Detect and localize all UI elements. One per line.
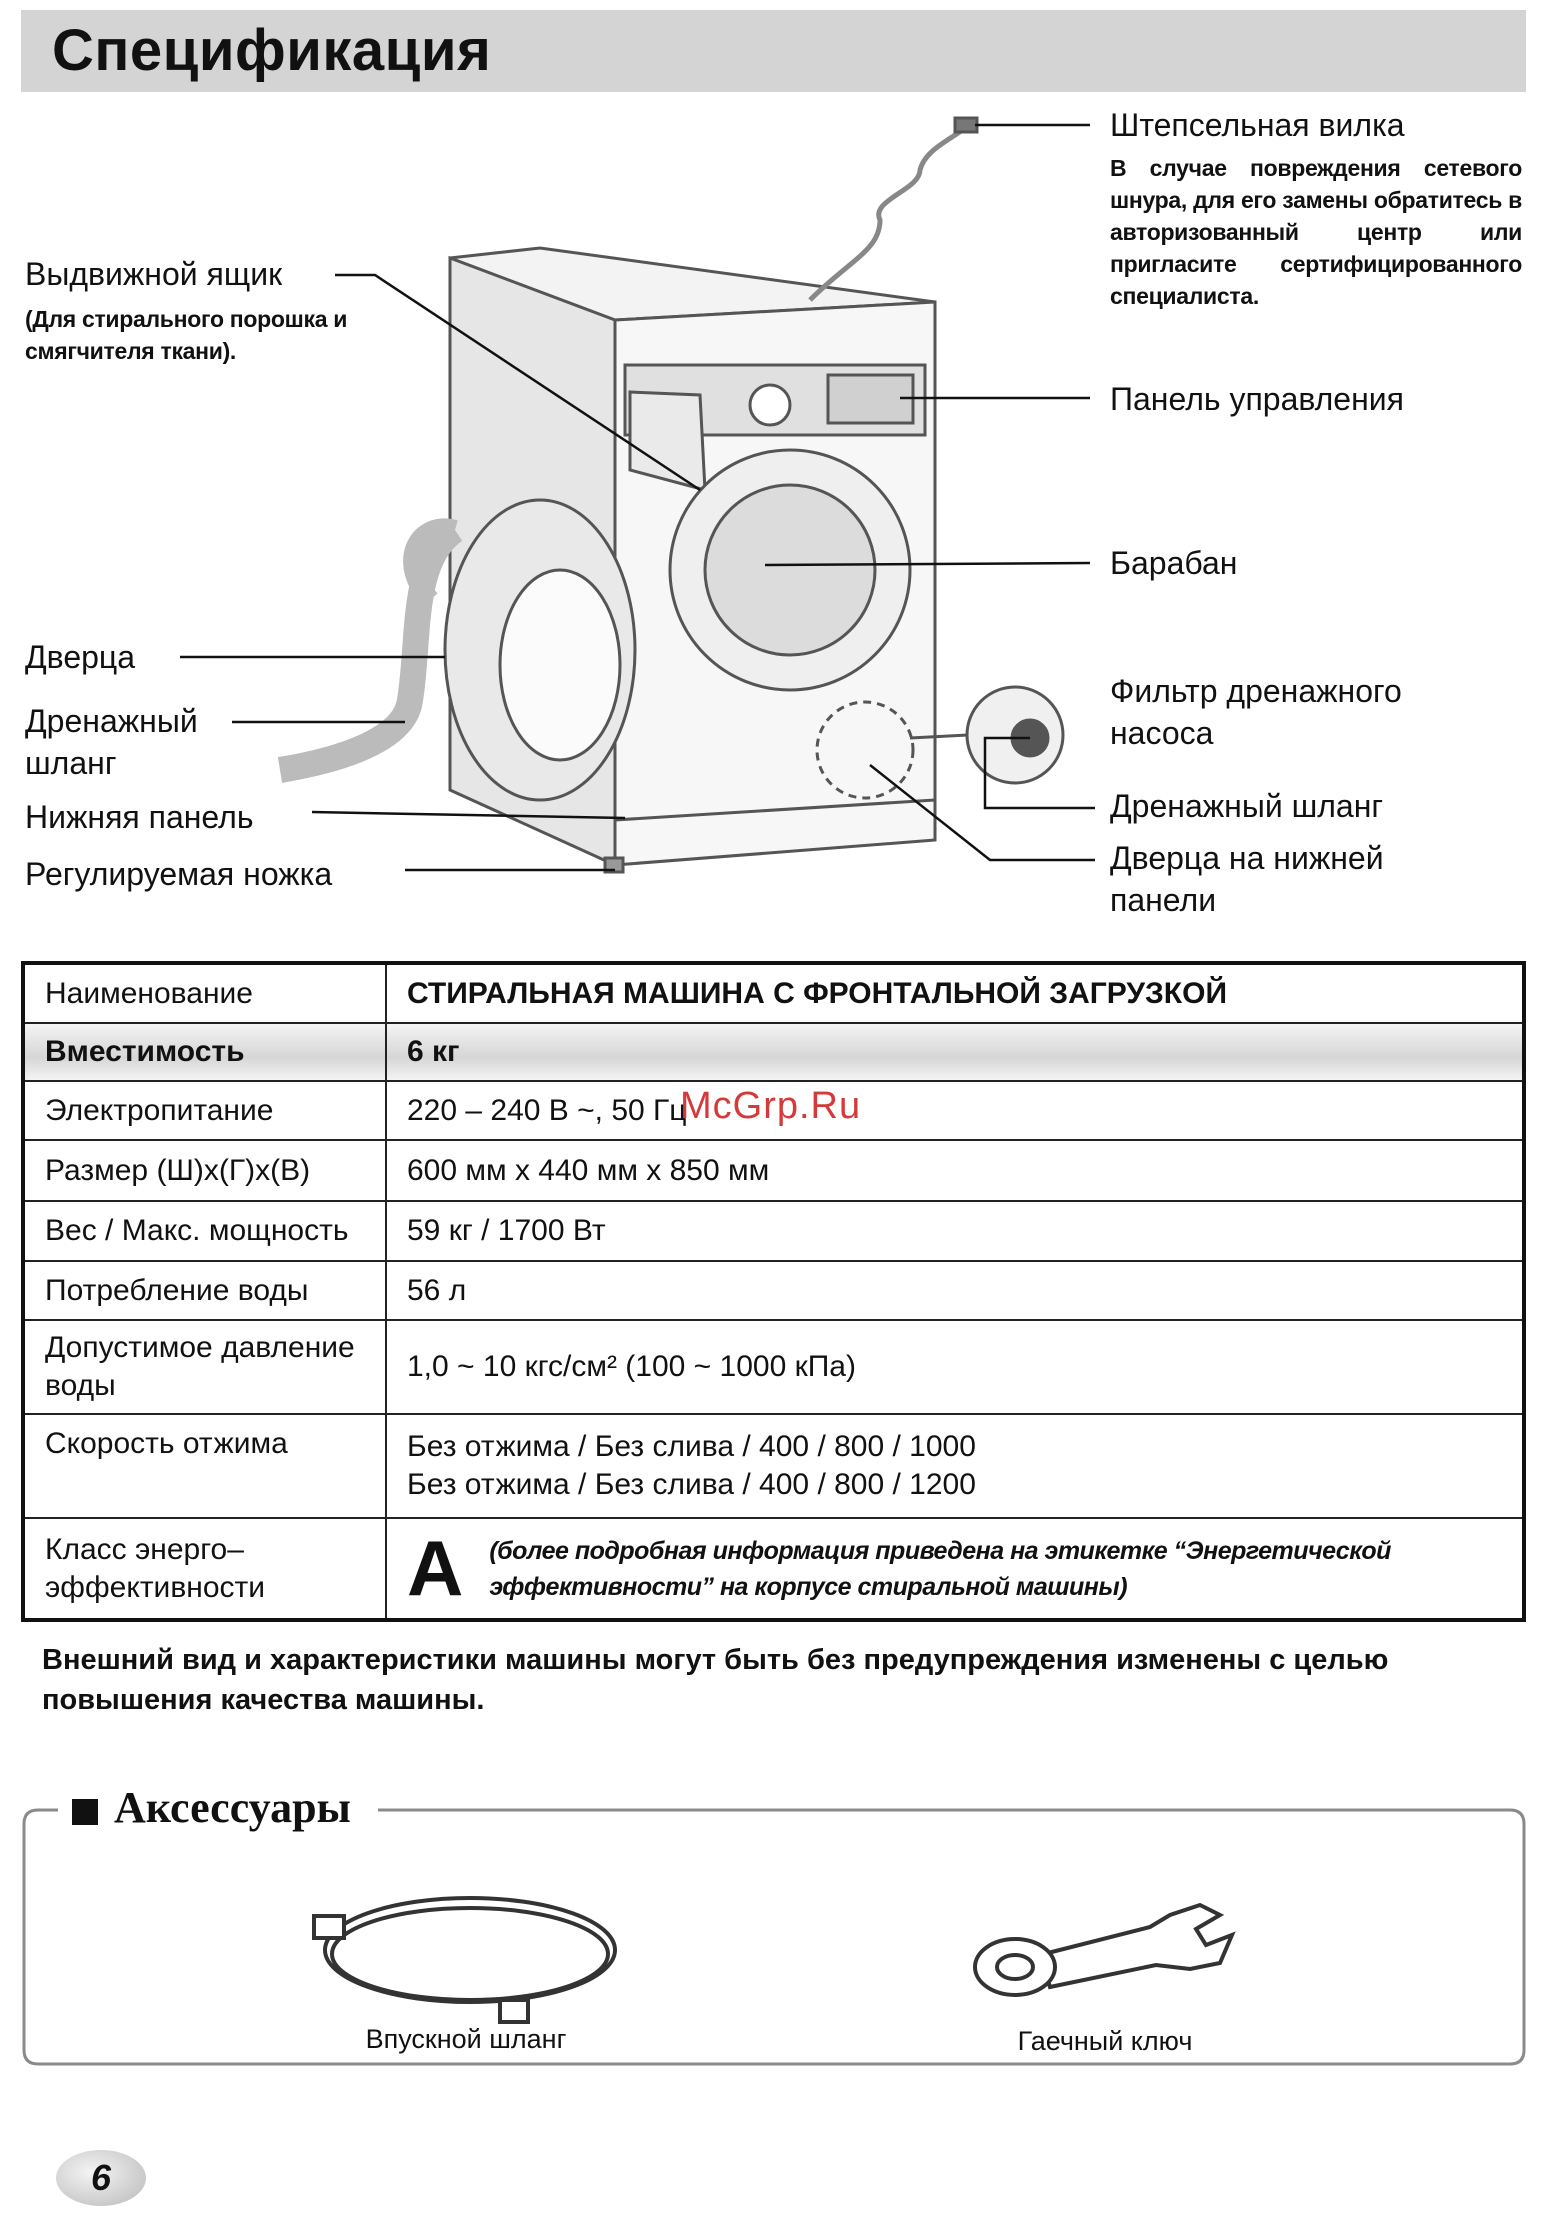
spec-value-weight: 59 кг / 1700 Вт bbox=[386, 1201, 1524, 1261]
spec-value-spin-line-1: Без отжима / Без слива / 400 / 800 / 1000 bbox=[407, 1430, 976, 1463]
spec-key-capacity: Вместимость bbox=[23, 1023, 386, 1081]
energy-class-note: (более подробная информация приведена на этикетке “Энергетической эффективности” на корпусе стиральной машины) bbox=[489, 1536, 1391, 1601]
accessory-inlet-hose: Впускной шланг bbox=[365, 2024, 567, 2054]
callout-adjustable-foot: Регулируемая ножка bbox=[25, 856, 333, 892]
spec-value-size: 600 мм x 440 мм x 850 мм bbox=[386, 1140, 1524, 1201]
callout-door: Дверца bbox=[25, 639, 136, 675]
table-row bbox=[23, 1518, 1524, 1620]
callout-pump-filter-2: насоса bbox=[1110, 715, 1214, 751]
wrench-icon bbox=[970, 1885, 1250, 2015]
callout-lower-panel-door-1: Дверца на нижней bbox=[1110, 840, 1384, 876]
inlet-hose-icon bbox=[300, 1880, 630, 2030]
accessory-wrench: Гаечный ключ bbox=[1017, 2026, 1193, 2056]
callout-drain-hose-right: Дренажный шланг bbox=[1110, 788, 1384, 824]
callout-plug: Штепсельная вилка bbox=[1110, 107, 1405, 143]
spec-value-pressure: 1,0 ~ 10 кгс/см² (100 ~ 1000 кПа) bbox=[386, 1320, 1524, 1414]
spec-value-energy bbox=[386, 1518, 1524, 1620]
spec-key-size: Размер (Ш)x(Г)x(В) bbox=[23, 1140, 386, 1201]
callout-lower-panel: Нижняя панель bbox=[25, 799, 254, 835]
table-row bbox=[23, 1261, 1524, 1320]
square-bullet-icon bbox=[72, 1799, 98, 1825]
spec-value-spin bbox=[386, 1414, 1524, 1518]
table-row bbox=[23, 1023, 1524, 1081]
watermark: McGrp.Ru bbox=[680, 1085, 862, 1127]
spec-key-name: Наименование bbox=[23, 963, 386, 1023]
table-row bbox=[23, 1201, 1524, 1261]
callout-drawer: Выдвижной ящик bbox=[25, 256, 283, 292]
energy-class-letter: A bbox=[407, 1524, 464, 1612]
callout-lower-panel-door-2: панели bbox=[1110, 882, 1217, 918]
spec-value-power: 220 – 240 В ~, 50 Гц bbox=[386, 1081, 1524, 1140]
callout-drawer-note: (Для стирального порошка и смягчителя ткани). bbox=[25, 306, 348, 364]
spec-value-spin-line-2: Без отжима / Без слива / 400 / 800 / 1200 bbox=[407, 1468, 976, 1501]
accessories-frame bbox=[18, 1800, 1530, 2080]
table-row bbox=[23, 963, 1524, 1023]
callout-drain-hose-left-2: шланг bbox=[25, 745, 117, 781]
callout-drum: Барабан bbox=[1110, 545, 1238, 581]
accessories-title: Аксессуары bbox=[114, 1783, 351, 1832]
spec-key-water: Потребление воды bbox=[23, 1261, 386, 1320]
spec-key-energy: Класс энерго–эффективности bbox=[23, 1518, 386, 1620]
table-row bbox=[23, 1414, 1524, 1518]
table-row bbox=[23, 1140, 1524, 1201]
spec-key-spin: Скорость отжима bbox=[23, 1414, 386, 1518]
accessories-heading bbox=[58, 1782, 365, 1833]
callout-pump-filter-1: Фильтр дренажного bbox=[1110, 673, 1402, 709]
spec-value-water: 56 л bbox=[386, 1261, 1524, 1320]
spec-value-capacity: 6 кг bbox=[386, 1023, 1524, 1081]
table-row bbox=[23, 1320, 1524, 1414]
callout-drain-hose-left-1: Дренажный bbox=[25, 703, 198, 739]
footnote: Внешний вид и характеристики машины могут быть без предупреждения изменены с целью повышения качества машины. bbox=[42, 1644, 1389, 1716]
callout-control-panel: Панель управления bbox=[1110, 381, 1404, 417]
spec-value-name: СТИРАЛЬНАЯ МАШИНА С ФРОНТАЛЬНОЙ ЗАГРУЗКОЙ bbox=[386, 963, 1524, 1023]
spec-key-pressure: Допустимое давление воды bbox=[23, 1320, 386, 1414]
page-number: 6 bbox=[56, 2150, 146, 2206]
spec-table bbox=[21, 961, 1526, 1622]
page-title: Спецификация bbox=[52, 18, 492, 83]
spec-key-power: Электропитание bbox=[23, 1081, 386, 1140]
callout-plug-note: В случае повреждения сетевого шнура, для его замены обратитесь в авторизованный центр или пригласите сертифицированного специалиста. bbox=[1110, 155, 1522, 309]
spec-key-weight: Вес / Макс. мощность bbox=[23, 1201, 386, 1261]
